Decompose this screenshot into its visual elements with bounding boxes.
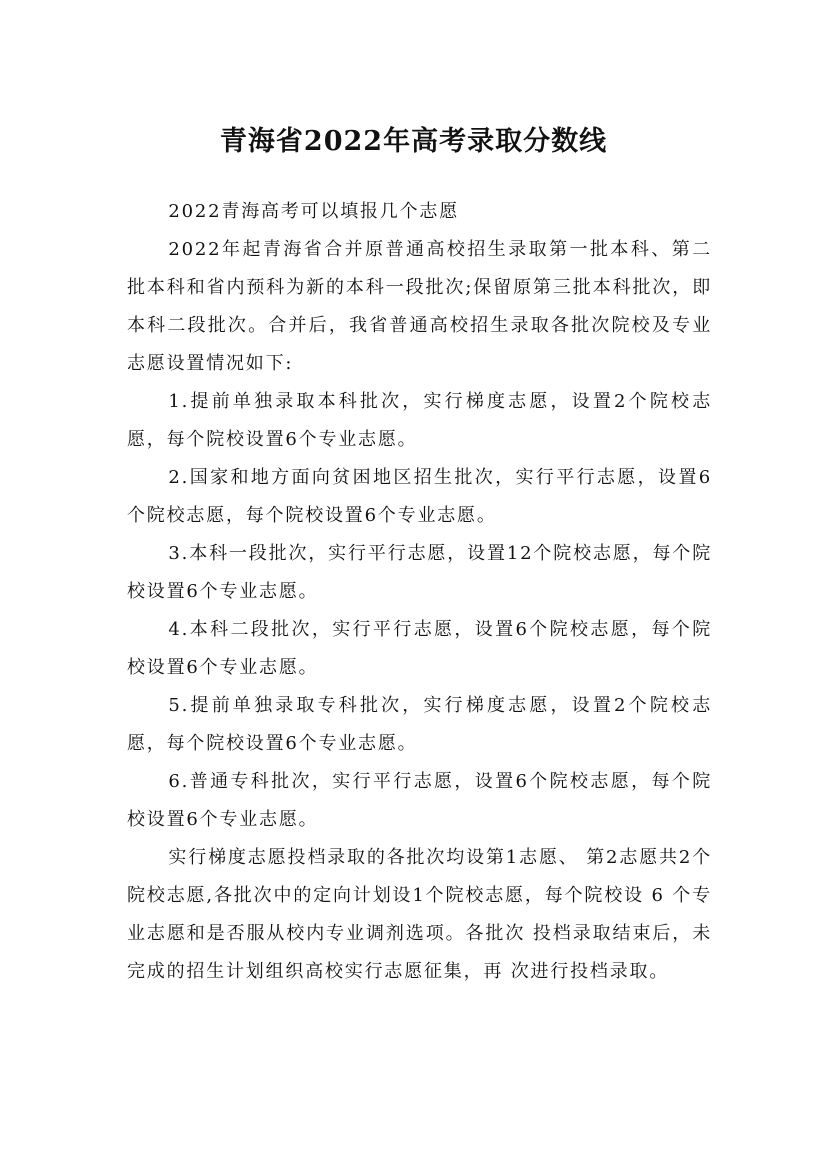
document-body xyxy=(127,193,712,991)
paragraph-item-4: 4.本科二段批次，实行平行志愿，设置6个院校志愿，每个院校设置6个专业志愿。 xyxy=(127,619,712,678)
paragraph-item-5: 5.提前单独录取专科批次，实行梯度志愿，设置2个院校志愿，每个院校设置6个专业志愿。 xyxy=(127,695,712,754)
paragraph-closing: 实行梯度志愿投档录取的各批次均设第1志愿、 第2志愿共2个院校志愿,各批次中的定向计划设1个院校志愿，每个院校设 6 个专业志愿和是否服从校内专业调剂选项。各批次 投档录取结束后，未完成的招生计划组织高校实行志愿征集，再 次进行投档录取。 xyxy=(127,847,712,982)
paragraph-item-2: 2.国家和地方面向贫困地区招生批次，实行平行志愿，设置6个院校志愿，每个院校设置6个专业志愿。 xyxy=(127,467,712,526)
paragraph-intro: 2022年起青海省合并原普通高校招生录取第一批本科、第二批本科和省内预科为新的本科一段批次;保留原第三批本科批次，即本科二段批次。合并后，我省普通高校招生录取各批次院校及专业志愿设置情况如下: xyxy=(127,239,712,374)
paragraph-question-heading: 2022青海高考可以填报几个志愿 xyxy=(168,201,459,222)
document-title: 青海省2022年高考录取分数线 xyxy=(219,126,608,158)
paragraph-item-3: 3.本科一段批次，实行平行志愿，设置12个院校志愿，每个院校设置6个专业志愿。 xyxy=(127,543,712,602)
paragraph-item-1: 1.提前单独录取本科批次，实行梯度志愿，设置2个院校志愿，每个院校设置6个专业志愿。 xyxy=(127,391,712,450)
paragraph-item-6: 6.普通专科批次，实行平行志愿，设置6个院校志愿，每个院校设置6个专业志愿。 xyxy=(127,771,712,830)
